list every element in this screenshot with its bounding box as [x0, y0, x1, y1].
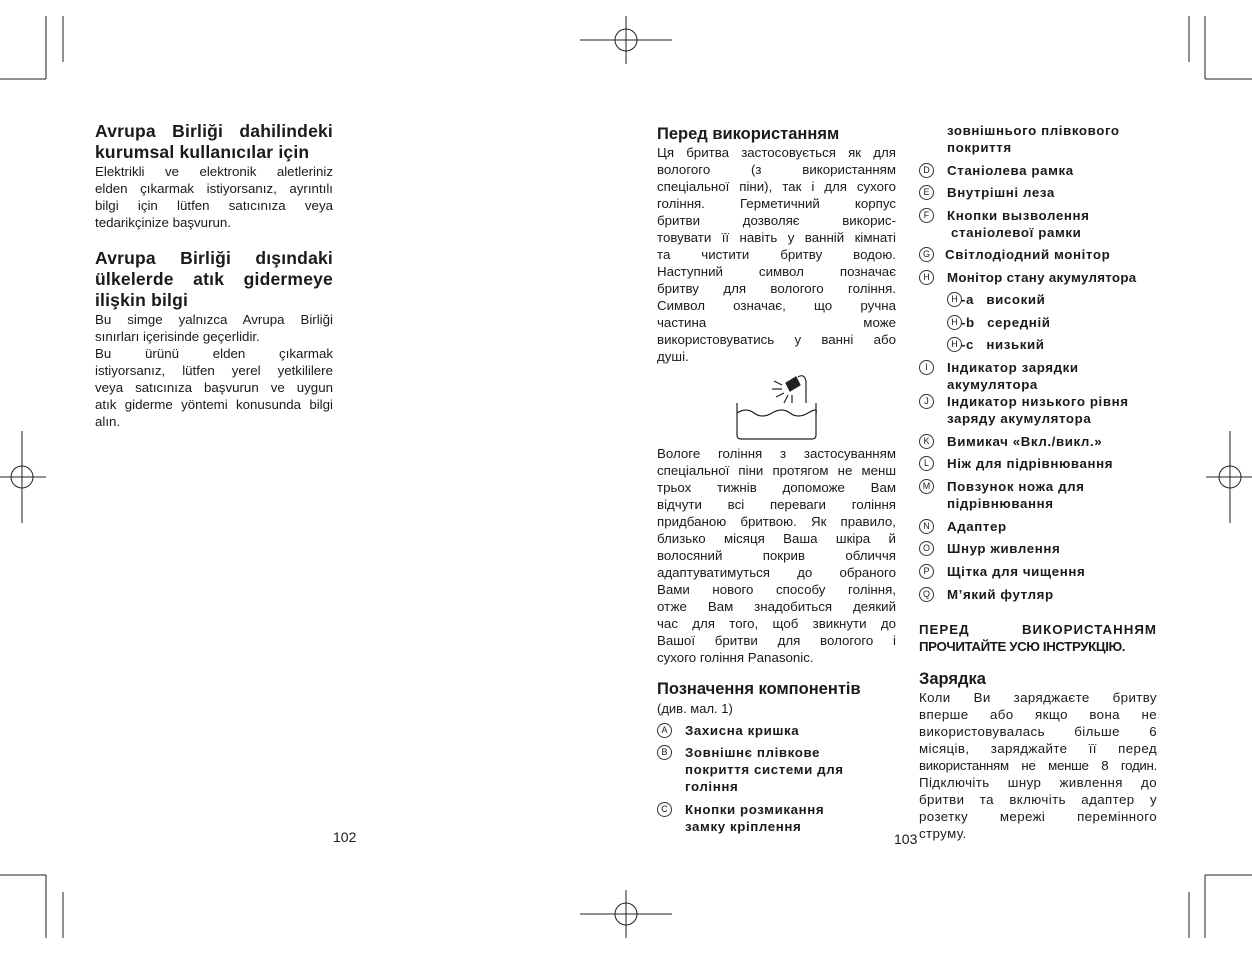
body-line: Символ означає, що ручна	[657, 298, 896, 313]
section-body	[95, 311, 333, 430]
wet-shaving-paragraph	[657, 445, 896, 666]
section-body	[95, 163, 333, 231]
letter-l-icon: L	[919, 456, 934, 471]
sub-label: високий	[986, 292, 1046, 307]
body-line: elden çıkarmak istiyorsanız, ayrıntılı	[95, 181, 333, 196]
body-line: близько місяця Ваша шкіра й	[657, 531, 896, 546]
body-line: Bu simge yalnızca Avrupa Birliği	[95, 312, 333, 327]
letter-f-icon: F	[919, 208, 934, 223]
body-line: гоління. Герметичний корпус	[657, 196, 896, 211]
component-item-k	[919, 433, 1102, 450]
component-item-c-continued	[947, 122, 1120, 156]
section-title-line: ilişkin bilgi	[95, 290, 189, 310]
body-line: трьох тижнів допоможе Вам	[657, 480, 896, 495]
body-line: та чистити бритву водою.	[657, 247, 896, 262]
page-number-right: 103	[894, 831, 918, 847]
letter-a-icon: A	[657, 723, 672, 738]
sub-suffix: -b	[961, 315, 975, 330]
body-line: час для того, щоб звикнути до	[657, 616, 896, 631]
letter-b-icon: B	[657, 745, 672, 760]
body-line: бритви дозволяє викорис-	[657, 213, 896, 228]
component-item-c	[657, 801, 897, 835]
component-item-q	[919, 586, 1054, 603]
component-label: Ніж для підрівнювання	[947, 456, 1114, 471]
before-use-section	[657, 124, 896, 365]
component-label: гоління	[685, 779, 739, 794]
body-line: адаптуватимуться до обраного	[657, 565, 896, 580]
warning-line: ПЕРЕД ВИКОРИСТАННЯМ	[919, 622, 1157, 637]
components-subtitle: (див. мал. 1)	[657, 701, 733, 716]
component-label: Монітор стану акумулятора	[947, 270, 1137, 285]
body-line: волосяний покрив обличчя	[657, 548, 896, 563]
letter-h-icon: H	[919, 270, 934, 285]
component-label: станіолевої рамки	[951, 225, 1082, 240]
body-line: душі.	[657, 349, 689, 364]
letter-k-icon: K	[919, 434, 934, 449]
body-line: alın.	[95, 414, 121, 429]
letter-i-icon: I	[919, 360, 934, 375]
bath-shower-icon	[734, 373, 820, 441]
body-line: товувати її навіть у ванній кімнаті	[657, 230, 896, 245]
section-title-line: ülkelerde atık gidermeye	[95, 269, 333, 289]
component-label: Вимикач «Вкл./викл.»	[947, 434, 1103, 449]
component-label: Станіолева рамка	[947, 163, 1074, 178]
letter-h-icon: H	[947, 292, 962, 307]
letter-d-icon: D	[919, 163, 934, 178]
component-label: акумулятора	[947, 377, 1038, 392]
component-label: Індикатор зарядки	[947, 360, 1079, 375]
section-title-line: Avrupa Birliği dahilindeki	[95, 121, 333, 141]
body-line: спеціальної піни), так і для сухого	[657, 179, 896, 194]
component-label: Повзунок ножа для	[947, 479, 1085, 494]
component-item-d	[919, 162, 1074, 179]
body-line: istiyorsanız, lütfen yerel yetkililere	[95, 363, 333, 378]
body-line: відчути всі переваги гоління	[657, 497, 896, 512]
body-line: atık giderme yöntemi konusunda bilgi	[95, 397, 333, 412]
body-line: спеціальної піни протягом не менш	[657, 463, 896, 478]
components-title: Позначення компонентів	[657, 680, 861, 698]
component-item-l	[919, 455, 1113, 472]
section-title: Зарядка	[919, 670, 986, 688]
letter-p-icon: P	[919, 564, 934, 579]
component-item-o	[919, 540, 1060, 557]
read-instructions-warning	[919, 621, 1157, 655]
eu-business-section	[95, 121, 333, 231]
component-label: заряду акумулятора	[947, 411, 1092, 426]
body-line: Коли Ви заряджаєте бритву	[919, 690, 1157, 705]
component-label: М’який футляр	[947, 587, 1054, 602]
component-label: Захисна кришка	[685, 723, 800, 738]
component-label: Щітка для чищення	[947, 564, 1086, 579]
charging-section	[919, 669, 1157, 842]
letter-o-icon: O	[919, 541, 934, 556]
component-label: Кнопки розмикання	[685, 802, 825, 817]
body-line: sınırları içerisinde geçerlidir.	[95, 329, 260, 344]
body-line: місяців, заряджайте її перед	[919, 741, 1157, 756]
warning-line: ПРОЧИТАЙТЕ УСЮ ІНСТРУКЦІЮ.	[919, 639, 1126, 654]
body-line: розетку мережі перемінного	[919, 809, 1157, 824]
battery-level-medium	[947, 314, 1051, 331]
component-label: Індикатор низького рівня	[947, 394, 1129, 409]
component-item-n	[919, 518, 1007, 535]
letter-j-icon: J	[919, 394, 934, 409]
body-line: Ця бритва застосовується як для	[657, 145, 896, 160]
component-item-e	[919, 184, 1055, 201]
battery-level-high	[947, 291, 1045, 308]
body-line: використовувалась більше 6	[919, 724, 1157, 739]
letter-h-icon: H	[947, 315, 962, 330]
body-line: Вами нового способу гоління,	[657, 582, 896, 597]
component-label: Світлодіодний монітор	[945, 247, 1111, 262]
letter-m-icon: M	[919, 479, 934, 494]
component-label: Адаптер	[947, 519, 1007, 534]
body-line: Вашої бритви для вологого і	[657, 633, 896, 648]
section-title: Перед використанням	[657, 125, 840, 143]
sub-suffix: -c	[961, 337, 975, 352]
component-label: Внутрішні леза	[947, 185, 1055, 200]
sub-suffix: -a	[961, 292, 975, 307]
component-item-p	[919, 563, 1085, 580]
component-item-f	[919, 207, 1089, 241]
body-line: використанням не менше 8 годин.	[919, 758, 1157, 773]
component-item-g	[919, 246, 1110, 263]
page-number-left: 102	[333, 829, 357, 845]
body-line: Наступний символ позначає	[657, 264, 896, 279]
sub-label: низький	[986, 337, 1045, 352]
component-label: покриття системи для	[685, 762, 844, 777]
letter-n-icon: N	[919, 519, 934, 534]
component-label: Шнур живлення	[947, 541, 1061, 556]
body-line: Вологе гоління з застосуванням	[657, 446, 896, 461]
body-line: Підключіть шнур живлення до	[919, 775, 1157, 790]
component-label: підрівнювання	[947, 496, 1054, 511]
letter-e-icon: E	[919, 185, 934, 200]
sub-label: середній	[987, 315, 1051, 330]
body-line: вперше або якщо вона не	[919, 707, 1157, 722]
body-line: bilgi için lütfen satıcınıza veya	[95, 198, 333, 213]
component-item-j	[919, 393, 1129, 427]
component-item-i	[919, 359, 1079, 393]
component-label: зовнішнього плівкового	[947, 123, 1120, 138]
body-line: струму.	[919, 826, 967, 841]
section-body	[919, 689, 1157, 842]
body-line: використовуватись у ванні або	[657, 332, 896, 347]
letter-c-icon: C	[657, 802, 672, 817]
component-label: замку кріплення	[685, 819, 802, 834]
component-item-a	[657, 722, 897, 739]
non-eu-disposal-section	[95, 248, 333, 430]
body-line: tedarikçinize başvurun.	[95, 215, 231, 230]
letter-q-icon: Q	[919, 587, 934, 602]
component-item-m	[919, 478, 1085, 512]
component-label: покриття	[947, 140, 1012, 155]
body-line: частина може	[657, 315, 896, 330]
component-item-b	[657, 744, 897, 795]
letter-g-icon: G	[919, 247, 934, 262]
body-line: Elektrikli ve elektronik aletleriniz	[95, 164, 333, 179]
body-line: отже Вам знадобиться деякий	[657, 599, 896, 614]
component-item-h	[919, 269, 1136, 286]
body-line: вологого (з використанням	[657, 162, 896, 177]
body-line: бритву для вологого гоління.	[657, 281, 896, 296]
battery-level-low	[947, 336, 1045, 353]
section-body	[657, 144, 896, 365]
component-label: Кнопки вызволення	[947, 208, 1090, 223]
body-line: сухого гоління Panasonic.	[657, 650, 814, 665]
component-label: Зовнішнє плівкове	[685, 745, 821, 760]
letter-h-icon: H	[947, 337, 962, 352]
body-line: Bu ürünü elden çıkarmak	[95, 346, 333, 361]
body-line: veya satıcınıza başvurun ve uygun	[95, 380, 333, 395]
body-line: бритви та включіть адаптер у	[919, 792, 1157, 807]
body-line: придбаною бритвою. Як правило,	[657, 514, 896, 529]
section-title-line: kurumsal kullanıcılar için	[95, 142, 310, 162]
section-title-line: Avrupa Birliği dışındaki	[95, 248, 333, 268]
